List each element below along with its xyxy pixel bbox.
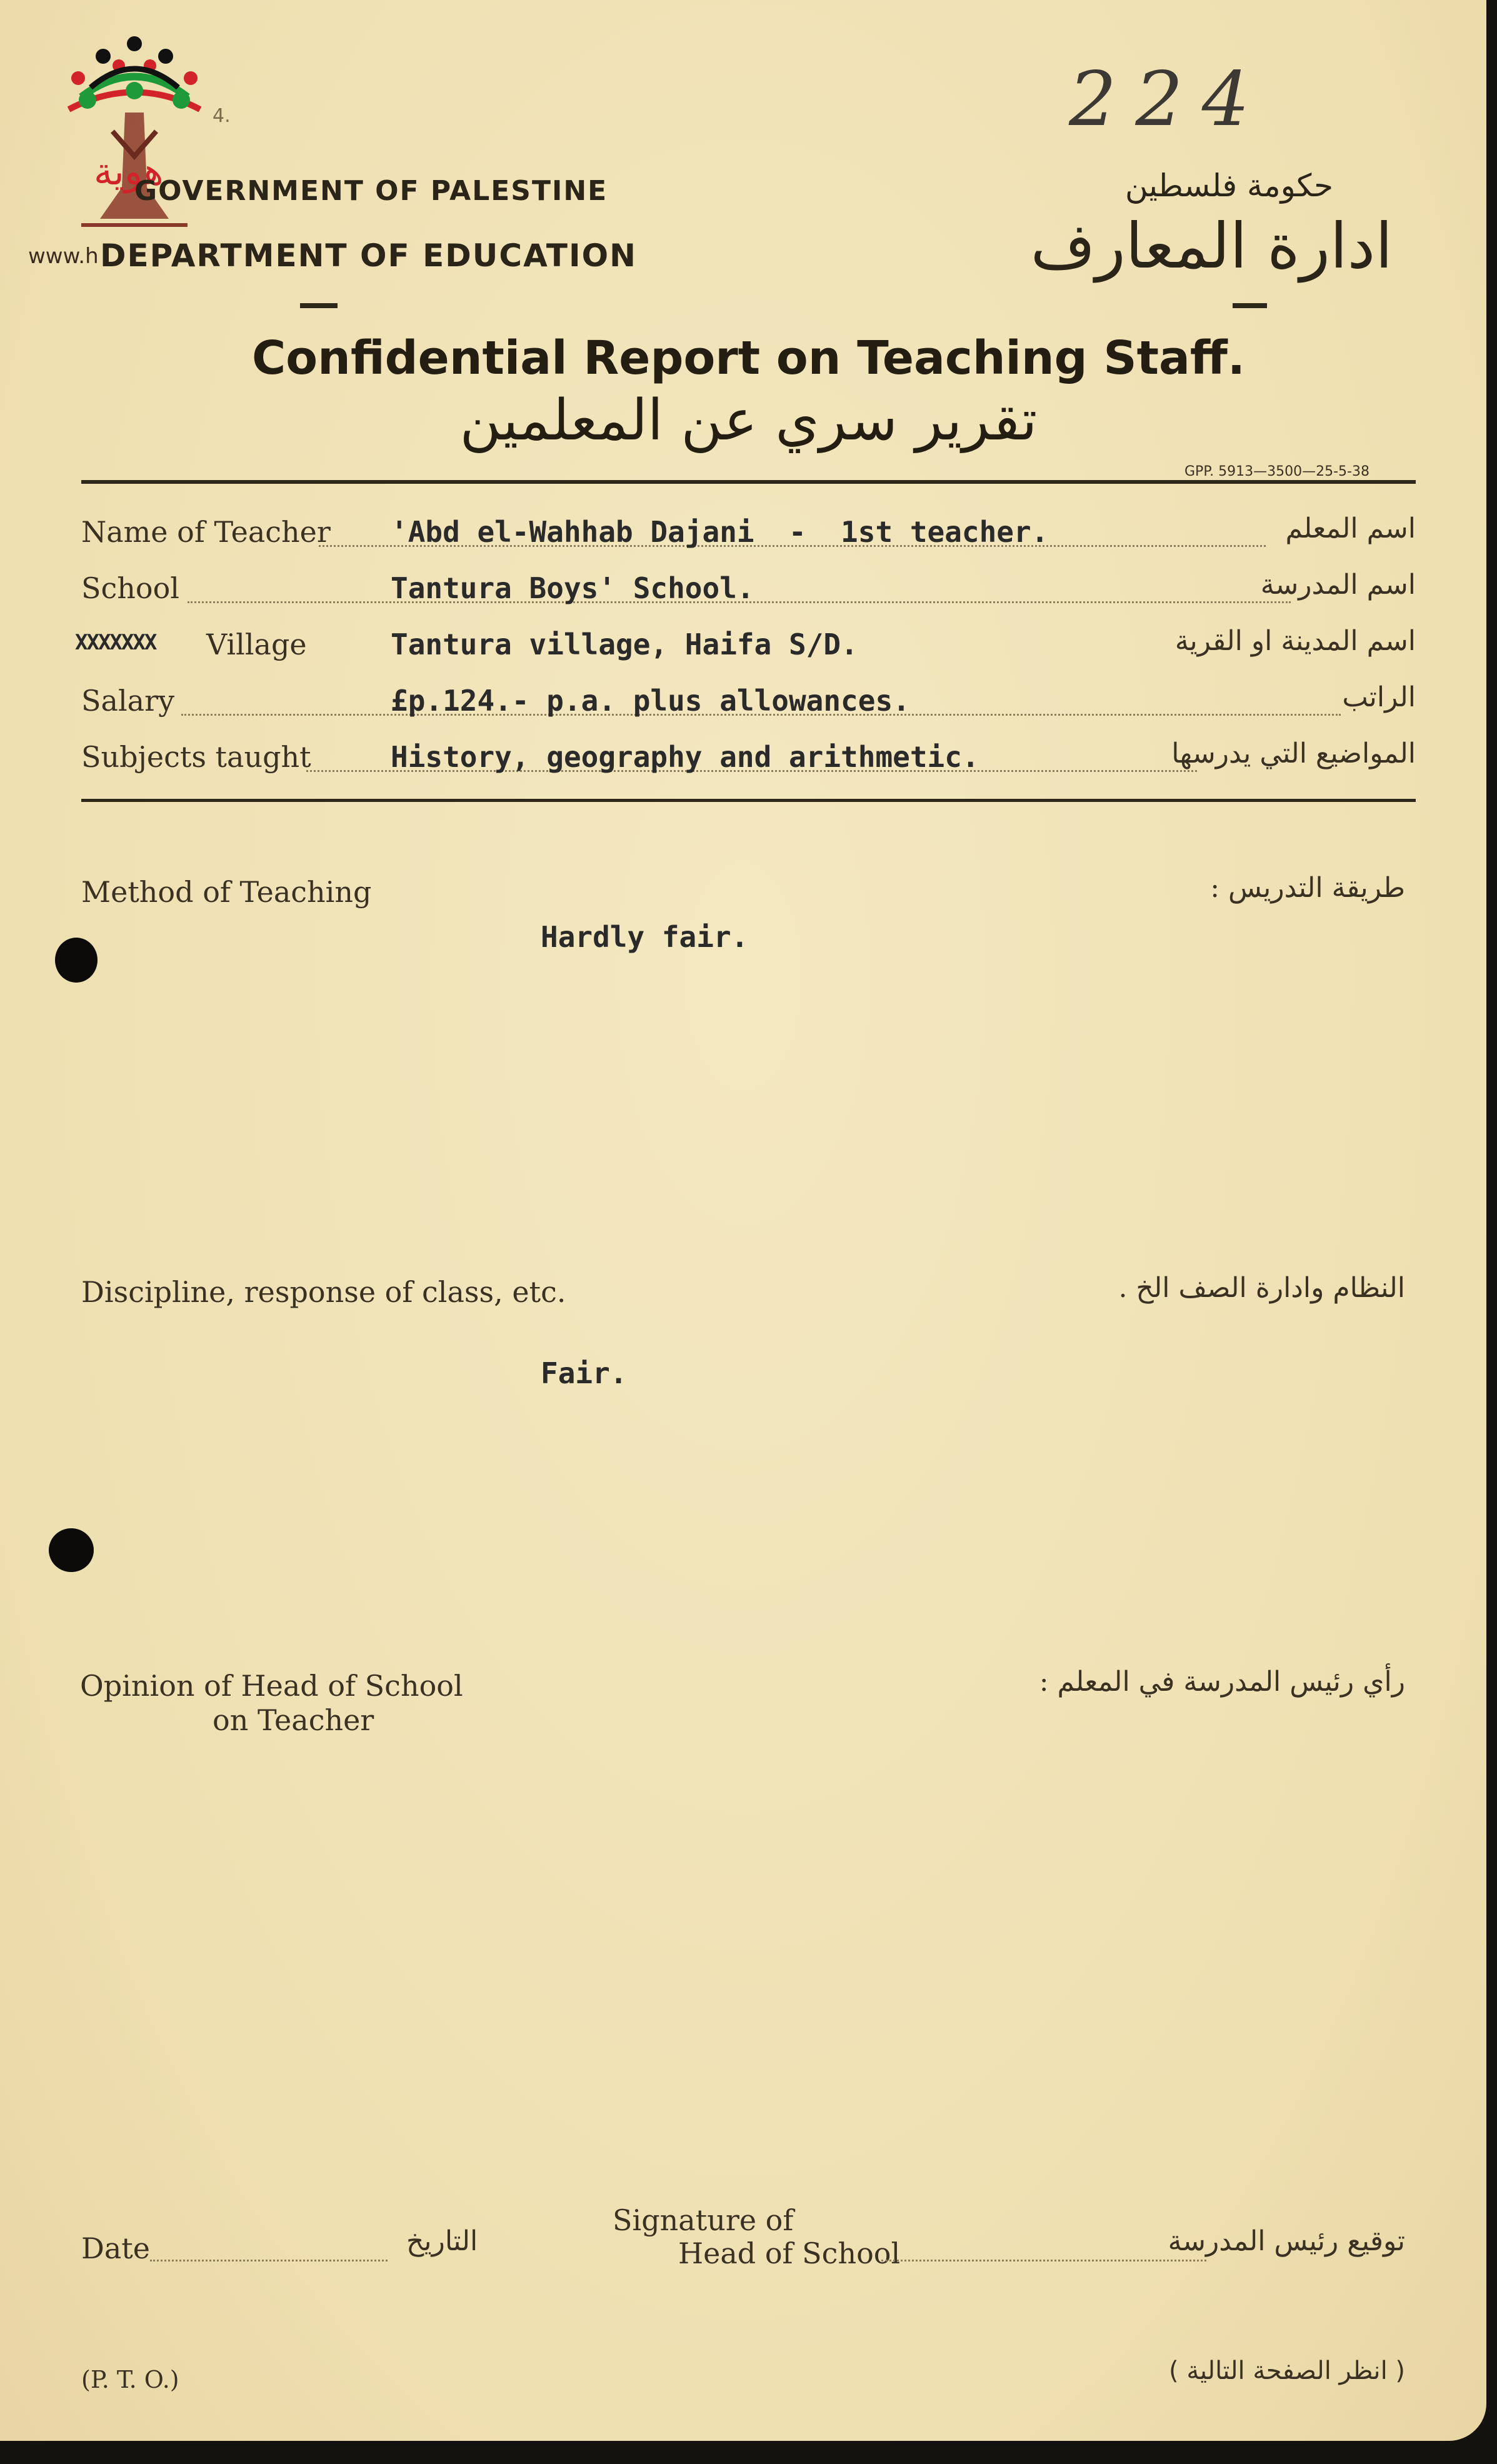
signature-dotted-line <box>881 2260 1206 2261</box>
gov-en: GOVERNMENT OF PALESTINE <box>134 175 608 207</box>
punch-hole <box>49 1528 94 1572</box>
gov-ar: حكومة فلسطين <box>1124 168 1333 204</box>
date-dotted-line <box>150 2260 388 2261</box>
signature-label-en-2: Head of School <box>678 2236 901 2270</box>
signature-label-en-1: Signature of <box>613 2203 794 2237</box>
field-label-ar: اسم المعلم <box>1285 513 1416 544</box>
field-value: Tantura Boys' School. <box>391 571 754 605</box>
field-row <box>81 569 1416 613</box>
field-label-en: Name of Teacher <box>81 515 331 549</box>
field-row <box>81 513 1416 556</box>
field-value: History, geography and arithmetic. <box>391 740 979 774</box>
opinion-label-en-1: Opinion of Head of School <box>80 1669 463 1703</box>
field-label-ar: اسم المدينة او القرية <box>1174 625 1416 657</box>
print-ref: GPP. 5913—3500—25-5-38 <box>1184 464 1369 479</box>
page-number: 224 <box>1069 56 1269 143</box>
title-en: Confidential Report on Teaching Staff. <box>252 331 1245 385</box>
fields-bottom-rule <box>81 799 1416 802</box>
field-label-ar: المواضيع التي يدرسها <box>1171 738 1416 769</box>
watermark-arabic: هوية <box>94 150 164 194</box>
signature-label-ar: توقيع رئيس المدرسة <box>1168 2225 1405 2257</box>
header-dash-right <box>1233 303 1267 308</box>
field-label-strike: XXXXXXX <box>75 630 156 655</box>
dept-ar: ادارة المعارف <box>1030 209 1393 283</box>
punch-hole <box>55 938 98 983</box>
watermark-site: www.h <box>28 244 99 269</box>
opinion-label-ar: رأي رئيس المدرسة في المعلم : <box>1039 1666 1405 1698</box>
method-label-en: Method of Teaching <box>81 875 372 909</box>
pto-en: (P. T. O.) <box>81 2366 179 2393</box>
field-label-ar: الراتب <box>1342 681 1416 713</box>
header-dash-left <box>300 303 338 308</box>
discipline-label-ar: النظام وادارة الصف الخ . <box>1118 1272 1405 1304</box>
pto-ar: ( انظر الصفحة التالية ) <box>1169 2356 1405 2385</box>
dept-en: DEPARTMENT OF EDUCATION <box>100 238 637 274</box>
date-label-ar: التاريخ <box>406 2225 478 2257</box>
method-value: Hardly fair. <box>541 920 749 954</box>
title-rule <box>81 480 1416 484</box>
field-label-en: Subjects taught <box>81 740 311 774</box>
field-label-en: School <box>81 571 180 605</box>
field-label-en: Salary <box>81 684 175 718</box>
field-row <box>75 625 1416 669</box>
discipline-label-en: Discipline, response of class, etc. <box>81 1275 566 1309</box>
field-value: 'Abd el-Wahhab Dajani - 1st teacher. <box>391 515 1049 549</box>
field-label-en: Village <box>206 628 307 661</box>
opinion-label-en-2: on Teacher <box>213 1703 374 1737</box>
field-row <box>81 681 1416 725</box>
field-row <box>81 738 1416 781</box>
field-value: £p.124.- p.a. plus allowances. <box>391 684 910 718</box>
watermark-ref: 4. <box>213 105 231 127</box>
title-ar: تقرير سري عن المعلمين <box>459 388 1038 453</box>
field-label-ar: اسم المدرسة <box>1260 569 1416 601</box>
date-label-en: Date <box>81 2231 151 2265</box>
discipline-value: Fair. <box>541 1356 628 1390</box>
field-value: Tantura village, Haifa S/D. <box>391 628 858 661</box>
method-label-ar: طريقة التدريس : <box>1210 872 1405 904</box>
